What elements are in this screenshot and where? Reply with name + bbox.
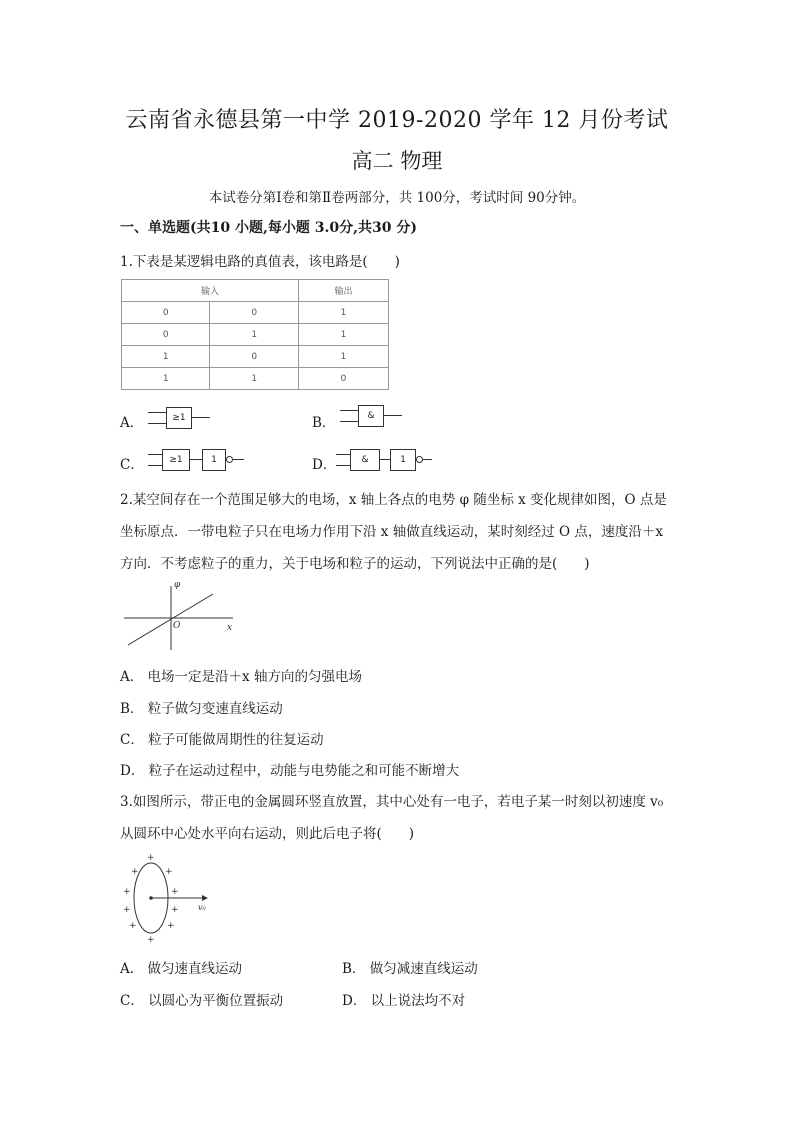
svg-text:+: + bbox=[165, 867, 173, 877]
graph-y-label: φ bbox=[174, 580, 181, 590]
table-cell: 1 bbox=[122, 368, 210, 390]
table-cell: 0 bbox=[122, 302, 210, 324]
truth-table-output-header: 输出 bbox=[299, 280, 389, 302]
svg-text:+: + bbox=[129, 921, 137, 931]
gate-d-nand bbox=[336, 449, 432, 471]
table-cell: 1 bbox=[210, 368, 299, 390]
table-cell: 1 bbox=[299, 346, 389, 368]
option-b-label: B． bbox=[312, 415, 336, 431]
truth-table bbox=[121, 279, 389, 390]
graph-origin-label: O bbox=[173, 621, 181, 631]
question-2-line-1: 2.某空间存在一个范围足够大的电场，x 轴上各点的电势 φ 随坐标 x 变化规律如图，O 点是 bbox=[120, 492, 667, 508]
gate-c-nor bbox=[148, 449, 244, 471]
question-3-option-b: B． 做匀减速直线运动 bbox=[342, 961, 478, 977]
table-cell: 0 bbox=[210, 346, 299, 368]
exam-intro: 本试卷分第Ⅰ卷和第Ⅱ卷两部分，共 100分，考试时间 90分钟。 bbox=[208, 190, 586, 206]
question-2-option-d: D． 粒子在运动过程中，动能与电势能之和可能不断增大 bbox=[120, 763, 460, 779]
svg-text:+: + bbox=[123, 905, 131, 915]
table-row bbox=[122, 346, 389, 368]
table-cell: 0 bbox=[210, 302, 299, 324]
exam-title: 云南省永德县第一中学 2019-2020 学年 12 月份考试 bbox=[125, 108, 669, 133]
question-3-line-1: 3.如图所示，带正电的金属圆环竖直放置，其中心处有一电子，若电子某一时刻以初速度 v₀ bbox=[120, 794, 664, 810]
table-cell: 0 bbox=[299, 368, 389, 390]
not-gate-symbol: 1 bbox=[390, 449, 416, 471]
potential-graph bbox=[120, 578, 240, 654]
table-cell: 1 bbox=[210, 324, 299, 346]
option-c-label: C． bbox=[120, 457, 144, 473]
gate-a-or bbox=[148, 407, 210, 429]
table-row bbox=[122, 302, 389, 324]
question-3-option-c: C． 以圆心为平衡位置振动 bbox=[120, 993, 284, 1009]
question-3-option-d: D． 以上说法均不对 bbox=[342, 993, 466, 1009]
question-2-option-b: B． 粒子做匀变速直线运动 bbox=[120, 701, 283, 717]
or-gate-symbol: ≥1 bbox=[162, 449, 190, 471]
svg-text:+: + bbox=[131, 867, 139, 877]
graph-x-label: x bbox=[227, 623, 233, 633]
svg-text:+: + bbox=[123, 887, 131, 897]
exam-subtitle: 高二 物理 bbox=[351, 149, 443, 173]
table-cell: 1 bbox=[299, 324, 389, 346]
question-3-option-a: A． 做匀速直线运动 bbox=[120, 961, 243, 977]
question-2-line-2: 坐标原点．一带电粒子只在电场力作用下沿 x 轴做直线运动，某时刻经过 O 点，速度沿＋x bbox=[120, 524, 663, 540]
question-1-stem: 1.下表是某逻辑电路的真值表，该电路是( ) bbox=[120, 254, 400, 270]
charged-ring-figure bbox=[118, 852, 214, 944]
gate-b-and bbox=[340, 405, 402, 427]
option-d-label: D． bbox=[312, 457, 337, 473]
truth-table-input-header: 输入 bbox=[122, 280, 299, 302]
and-gate-symbol: & bbox=[350, 449, 380, 471]
svg-text:+: + bbox=[171, 905, 179, 915]
table-cell: 1 bbox=[122, 346, 210, 368]
question-2-option-a: A． 电场一定是沿＋x 轴方向的匀强电场 bbox=[120, 669, 362, 685]
not-gate-symbol: 1 bbox=[202, 449, 226, 471]
section-heading: 一、单选题(共10 小题,每小题 3.0分,共30 分) bbox=[120, 220, 417, 236]
svg-text:+: + bbox=[167, 921, 175, 931]
question-2-line-3: 方向．不考虑粒子的重力，关于电场和粒子的运动，下列说法中正确的是( ) bbox=[120, 556, 590, 572]
option-a-label: A． bbox=[120, 415, 144, 431]
table-cell: 0 bbox=[122, 324, 210, 346]
table-row bbox=[122, 368, 389, 390]
and-gate-symbol: & bbox=[358, 405, 384, 427]
question-2-option-c: C． 粒子可能做周期性的往复运动 bbox=[120, 732, 324, 748]
table-cell: 1 bbox=[299, 302, 389, 324]
or-gate-symbol: ≥1 bbox=[166, 407, 192, 429]
svg-text:+: + bbox=[147, 935, 155, 944]
svg-text:+: + bbox=[171, 887, 179, 897]
question-3-line-2: 从圆环中心处水平向右运动，则此后电子将( ) bbox=[120, 826, 415, 842]
velocity-label: v₀ bbox=[198, 903, 206, 912]
svg-text:+: + bbox=[147, 853, 155, 863]
table-row bbox=[122, 324, 389, 346]
